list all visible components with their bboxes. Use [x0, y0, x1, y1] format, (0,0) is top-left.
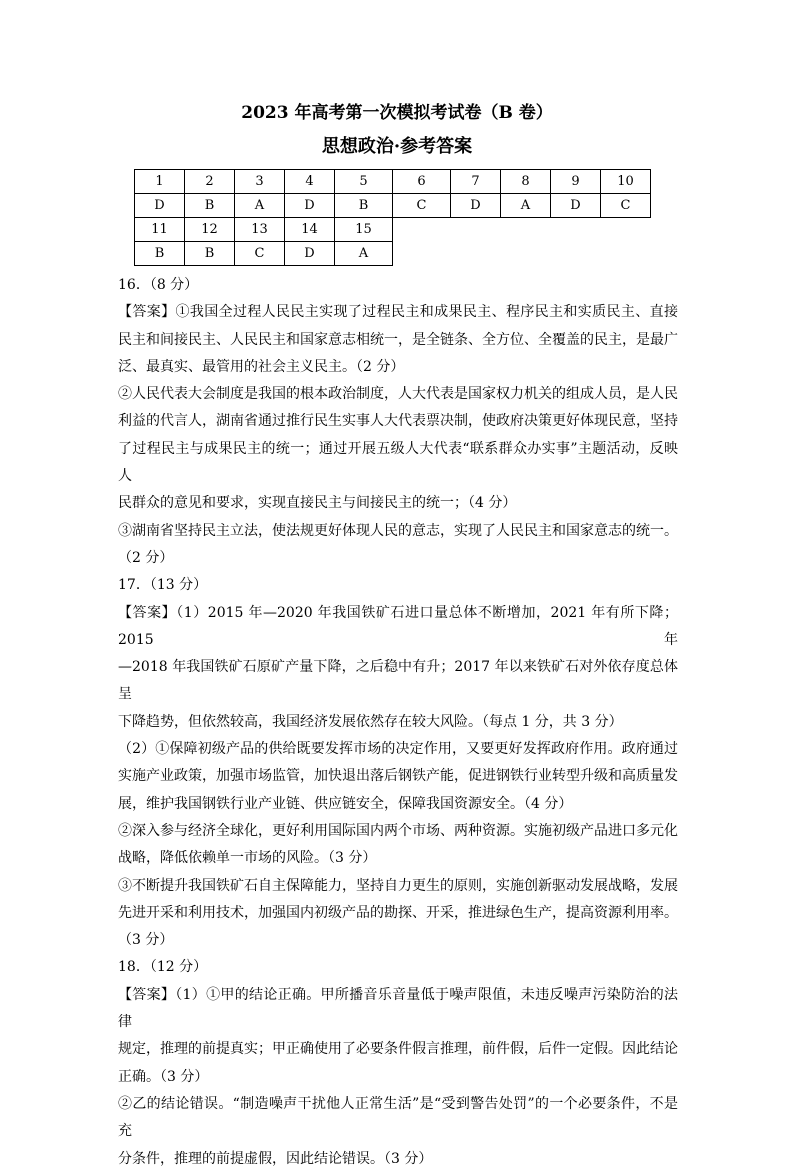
- question-number-cell: 12: [185, 218, 235, 242]
- question-number-cell: 9: [551, 170, 601, 194]
- answer-line: ②乙的结论错误。“制造噪声干扰他人正常生活”是“受到警告处罚”的一个必要条件，不是充: [118, 1095, 678, 1140]
- answer-line: 展，维护我国钢铁行业产业链、供应链安全，保障我国资源安全。（4 分）: [118, 795, 573, 812]
- empty-cell: [501, 242, 551, 266]
- answer-line: 【答案】①我国全过程人民民主实现了过程民主和成果民主、程序民主和实质民主、直接: [118, 304, 678, 321]
- table-row: [135, 194, 651, 218]
- question-number-cell: 5: [335, 170, 393, 194]
- answer-line: 利益的代言人，湖南省通过推行民生实事人大代表票决制，使政府决策更好体现民意，坚持: [118, 413, 678, 430]
- empty-cell: [551, 218, 601, 242]
- answer-cell: D: [451, 194, 501, 218]
- answer-line: 下降趋势，但依然较高，我国经济发展依然存在较大风险。（每点 1 分，共 3 分）: [118, 713, 623, 730]
- answer-cell: A: [501, 194, 551, 218]
- empty-cell: [601, 218, 651, 242]
- empty-cell: [393, 242, 451, 266]
- page-subtitle: 思想政治·参考答案: [321, 136, 473, 157]
- answer-line: 了过程民主与成果民主的统一；通过开展五级人大代表“联系群众办实事”主题活动，反映人: [118, 440, 678, 485]
- question-number-cell: 8: [501, 170, 551, 194]
- answer-cell: D: [135, 194, 185, 218]
- empty-cell: [451, 242, 501, 266]
- answer-cell: D: [285, 242, 335, 266]
- answer-cell: A: [335, 242, 393, 266]
- empty-cell: [501, 218, 551, 242]
- answer-line: 先进开采和利用技术，加强国内初级产品的勘探、开采，推进绿色生产，提高资源利用率。: [118, 904, 678, 921]
- answer-line: 正确。（3 分）: [118, 1068, 209, 1085]
- answer-cell: C: [601, 194, 651, 218]
- question-number-cell: 1: [135, 170, 185, 194]
- answer-line: 民主和间接民主、人民民主和国家意志相统一，是全链条、全方位、全覆盖的民主，是最广: [118, 331, 678, 348]
- empty-cell: [601, 242, 651, 266]
- question-number-cell: 4: [285, 170, 335, 194]
- question-heading: 17．（13 分）: [118, 577, 208, 594]
- answer-line: （2 分）: [118, 549, 174, 566]
- table-row: [135, 170, 651, 194]
- answer-cell: D: [285, 194, 335, 218]
- answer-line: 实施产业政策，加强市场监管，加快退出落后钢铁产能，促进钢铁行业转型升级和高质量发: [118, 768, 678, 785]
- answer-cell: C: [393, 194, 451, 218]
- answer-line: ②深入参与经济全球化，更好利用国际国内两个市场、两种资源。实施初级产品进口多元化: [118, 822, 678, 839]
- answer-line: ③湖南省坚持民主立法，使法规更好体现人民的意志，实现了人民民主和国家意志的统一。: [118, 522, 678, 539]
- table-row: [135, 242, 651, 266]
- answer-cell: D: [551, 194, 601, 218]
- answer-cell: B: [335, 194, 393, 218]
- answer-line: （3 分）: [118, 932, 174, 949]
- answer-line: 规定，推理的前提真实；甲正确使用了必要条件假言推理，前件假，后件一定假。因此结论: [118, 1041, 678, 1058]
- question-number-cell: 2: [185, 170, 235, 194]
- answer-line: ②人民代表大会制度是我国的根本政治制度，人大代表是国家权力机关的组成人员，是人民: [118, 386, 678, 403]
- question-number-cell: 6: [393, 170, 451, 194]
- empty-cell: [451, 218, 501, 242]
- question-heading: 16．（8 分）: [118, 277, 199, 293]
- answer-line: —2018 年我国铁矿石原矿产量下降，之后稳中有升；2017 年以来铁矿石对外依存度总体呈: [118, 659, 678, 703]
- question-number-cell: 10: [601, 170, 651, 194]
- answer-line: 【答案】（1）①甲的结论正确。甲所播音乐音量低于噪声限值，未违反噪声污染防治的法律: [118, 986, 678, 1031]
- answer-line: （2）①保障初级产品的供给既要发挥市场的决定作用，又要更好发挥政府作用。政府通过: [118, 741, 678, 758]
- table-row: [135, 218, 651, 242]
- answer-line: 【答案】（1）2015 年—2020 年我国铁矿石进口量总体不断增加，2021 年有所下降；2015 年: [118, 604, 678, 648]
- question-number-cell: 11: [135, 218, 185, 242]
- answer-line: 战略，降低依赖单一市场的风险。（3 分）: [118, 850, 377, 867]
- answer-cell: B: [185, 194, 235, 218]
- answer-table: [134, 169, 651, 266]
- question-number-cell: 3: [235, 170, 285, 194]
- answer-cell: A: [235, 194, 285, 218]
- answer-cell: C: [235, 242, 285, 266]
- question-number-cell: 13: [235, 218, 285, 242]
- answer-line: 分条件，推理的前提虚假，因此结论错误。（3 分）: [118, 1150, 433, 1167]
- answer-cell: B: [185, 242, 235, 266]
- answer-body: [118, 272, 678, 1173]
- answer-line: ③不断提升我国铁矿石自主保障能力，坚持自力更生的原则，实施创新驱动发展战略，发展: [118, 877, 678, 894]
- page-title: 2023 年高考第一次模拟考试卷（B 卷）: [241, 103, 553, 123]
- empty-cell: [393, 218, 451, 242]
- question-number-cell: 7: [451, 170, 501, 194]
- empty-cell: [551, 242, 601, 266]
- question-number-cell: 15: [335, 218, 393, 242]
- answer-cell: B: [135, 242, 185, 266]
- answer-line: 泛、最真实、最管用的社会主义民主。（2 分）: [118, 358, 405, 375]
- question-number-cell: 14: [285, 218, 335, 242]
- answer-line: 民群众的意见和要求，实现直接民主与间接民主的统一；（4 分）: [118, 495, 517, 512]
- question-heading: 18．（12 分）: [118, 959, 208, 976]
